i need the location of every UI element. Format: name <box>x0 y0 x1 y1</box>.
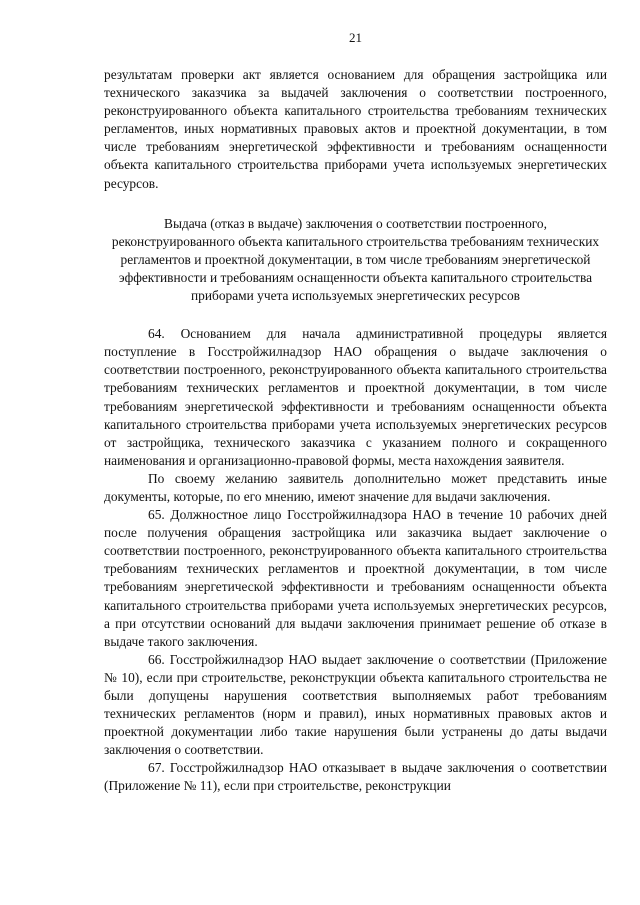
paragraph-continuation: результатам проверки акт является основанием для обращения застройщика или технического заказчика за выдачей заключения о соответствии построенного, реконструированного объекта капитального строительства требованиям технических регламентов, иных нормативных правовых актов и проектной документации, в том числе требованиям энергетической эффективности и требованиям оснащенности объекта капитального строительства приборами учета используемых энергетических ресурсов. <box>104 67 607 191</box>
paragraph-65: 65. Должностное лицо Госстройжилнадзора НАО в течение 10 рабочих дней после получения обращения застройщика или заказчика выдает заключение о соответствии построенного, реконструированного объекта капитального строительства требованиям технических регламентов и проектной документации, в том числе требованиям энергетической эффективности и требованиям оснащенности объекта капитального строительства приборами учета используемых энергетических ресурсов, а при отсутствии оснований для выдачи заключения принимает решение об отказе в выдаче такого заключения. <box>104 507 607 649</box>
section-heading: Выдача (отказ в выдаче) заключения о соответствии построенного, реконструированного объекта капитального строительства требованиям технических регламентов и проектной документации, в том числе требованиям энергетической эффективности и требованиям оснащенности объекта капитального строительства приборами учета используемых энергетических ресурсов <box>111 215 600 304</box>
paragraph-64-additional: По своему желанию заявитель дополнительно может представить иные документы, которые, по его мнению, имеют значение для выдачи заключения. <box>104 470 607 504</box>
page-number: 21 <box>349 30 362 45</box>
paragraph-67: 67. Госстройжилнадзор НАО отказывает в выдаче заключения о соответствии (Приложение № 11), если при строительстве, реконструкции <box>104 760 607 794</box>
paragraph-64: 64. Основанием для начала административной процедуры является поступление в Госстройжилнадзор НАО обращения о выдаче заключения о соответствии построенного, реконструированного объекта капитального строительства требованиям технических регламентов и проектной документации, в том числе требованиям энергетической эффективности и требованиям оснащенности объекта капитального строительства приборами учета используемых энергетических ресурсов от застройщика, технического заказчика с указанием полного и сокращенного наименования и организационно-правовой формы, места нахождения заявителя. <box>104 326 607 468</box>
paragraph-66: 66. Госстройжилнадзор НАО выдает заключение о соответствии (Приложение № 10), если при строительстве, реконструкции объекта капитального строительства не были допущены нарушения соответствия выполняемых работ требованиям технических регламентов (норм и правил), иных нормативных правовых актов и проектной документации либо такие нарушения были устранены до даты выдачи заключения о соответствии. <box>104 651 607 758</box>
